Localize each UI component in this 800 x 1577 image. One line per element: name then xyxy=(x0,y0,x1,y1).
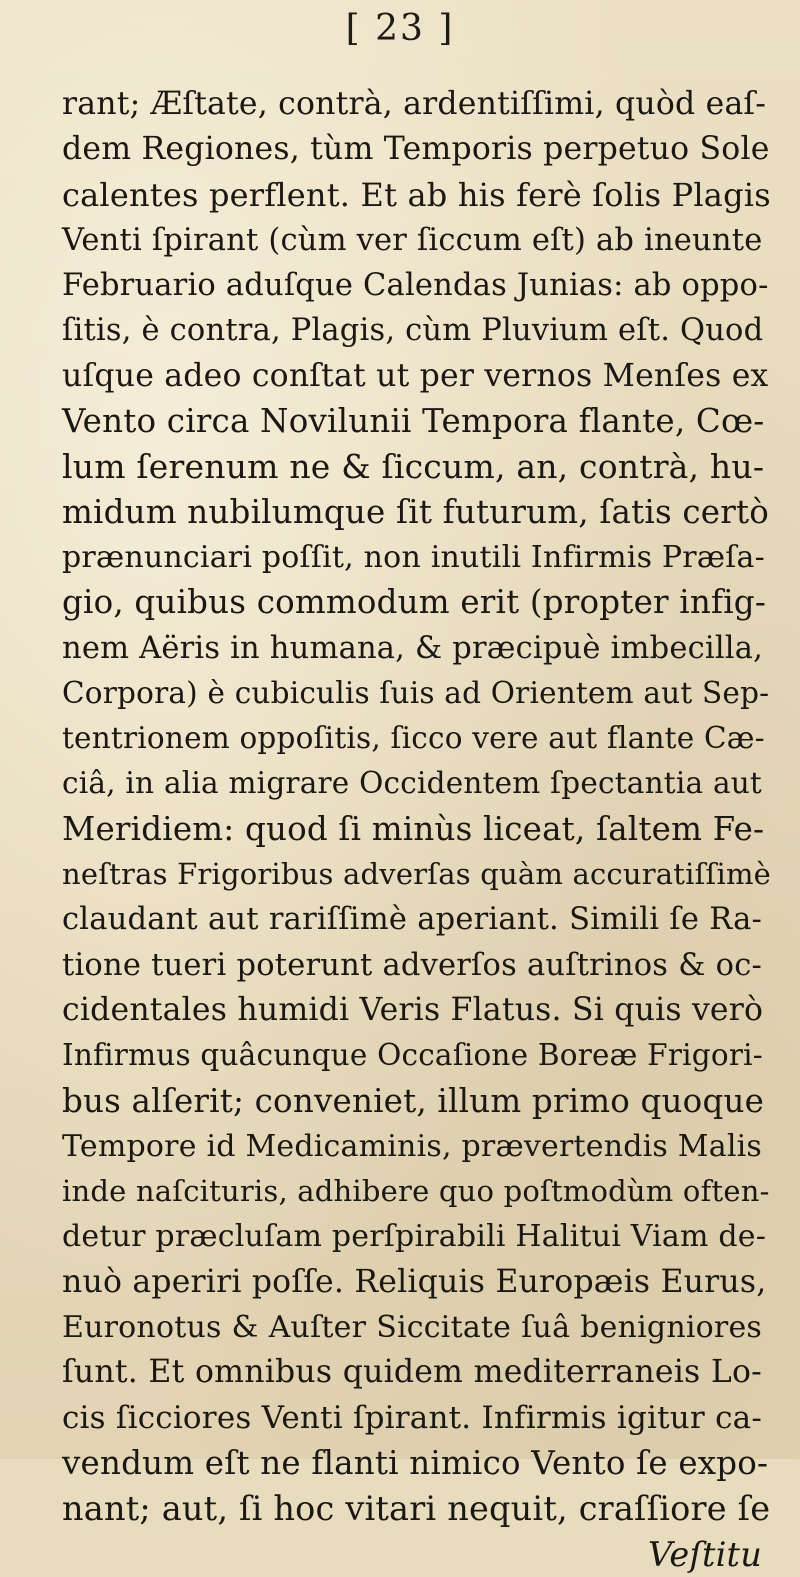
text-line: lum ſerenum ne & ſiccum, an, contrà, hu- xyxy=(62,447,765,487)
text-line: rant; Æſtate, contrà, ardentiſſimi, quòd eaſ- xyxy=(62,86,767,122)
text-line: ſitis, è contra, Plagis, cùm Pluvium eſt. Quod xyxy=(62,313,764,349)
text-line: nem Aëris in humana, & præcipuè imbecilla, xyxy=(62,630,764,666)
text-line: dem Regiones, tùm Temporis perpetuo Sole xyxy=(62,131,770,168)
text-line: detur præcluſam perſpirabili Halitui Viam de- xyxy=(62,1219,767,1255)
text-line: tentrionem oppoſitis, ſicco vere aut flante Cæ- xyxy=(62,721,765,756)
text-line: uſque adeo conſtat ut per vernos Menſes ex xyxy=(62,357,769,394)
text-line: bus alſerit; conveniet, illum primo quoque xyxy=(62,1081,765,1120)
text-line: prænunciari poſſit, non inutili Infirmis Præſa- xyxy=(62,539,765,575)
text-line: Corpora) è cubiculis ſuis ad Orientem aut Sep- xyxy=(62,675,770,710)
text-line: ciâ, in alia migrare Occidentem ſpectantia aut xyxy=(62,766,762,801)
text-line: cis ſicciores Venti ſpirant. Infirmis igitur ca- xyxy=(62,1399,762,1436)
text-line: neſtras Frigoribus adverſas quàm accuratiſſimè xyxy=(62,857,772,892)
text-line: nant; aut, ſi hoc vitari nequit, craſſiore ſe xyxy=(62,1489,771,1529)
text-line: Infirmus quâcunque Occaſione Boreæ Frigori- xyxy=(62,1038,763,1073)
text-line: tione tueri poterunt adverſos auſtrinos & oc- xyxy=(62,947,762,983)
text-line: inde naſcituris, adhibere quo poſtmodùm often- xyxy=(62,1174,770,1209)
text-line: midum nubilumque ſit futurum, ſatis certò xyxy=(62,492,769,531)
text-line: gio, quibus commodum erit (propter infig- xyxy=(62,583,766,622)
body-text xyxy=(62,82,772,1577)
text-line: Euronotus & Auſter Siccitate ſuâ benigniores xyxy=(62,1310,762,1346)
text-line: Tempore id Medicaminis, prævertendis Malis xyxy=(62,1128,762,1164)
text-line: Vento circa Novilunii Tempora flante, Cœ- xyxy=(62,402,765,441)
text-line: vendum eſt ne flanti nimico Vento ſe expo- xyxy=(62,1443,769,1482)
catchword: Veſtitu xyxy=(648,1534,762,1574)
text-line: nuò aperiri poſſe. Reliquis Europæis Eurus, xyxy=(62,1263,767,1300)
text-line: calentes perflent. Et ab his ferè ſolis Plagis xyxy=(62,175,771,214)
text-line: claudant aut rariſſimè aperiant. Simili ſe Ra- xyxy=(62,902,762,938)
text-line: cidentales humidi Veris Flatus. Si quis verò xyxy=(62,991,764,1028)
text-line: ſunt. Et omnibus quidem mediterraneis Lo- xyxy=(62,1354,762,1391)
text-line: Meridiem: quod ſi minùs liceat, ſaltem Fe- xyxy=(62,809,765,848)
text-line: Venti ſpirant (cùm ver ſiccum eſt) ab ineunte xyxy=(62,222,763,258)
page-number: [ 23 ] xyxy=(345,8,455,49)
text-line: Februario aduſque Calendas Junias: ab oppo- xyxy=(62,268,769,304)
